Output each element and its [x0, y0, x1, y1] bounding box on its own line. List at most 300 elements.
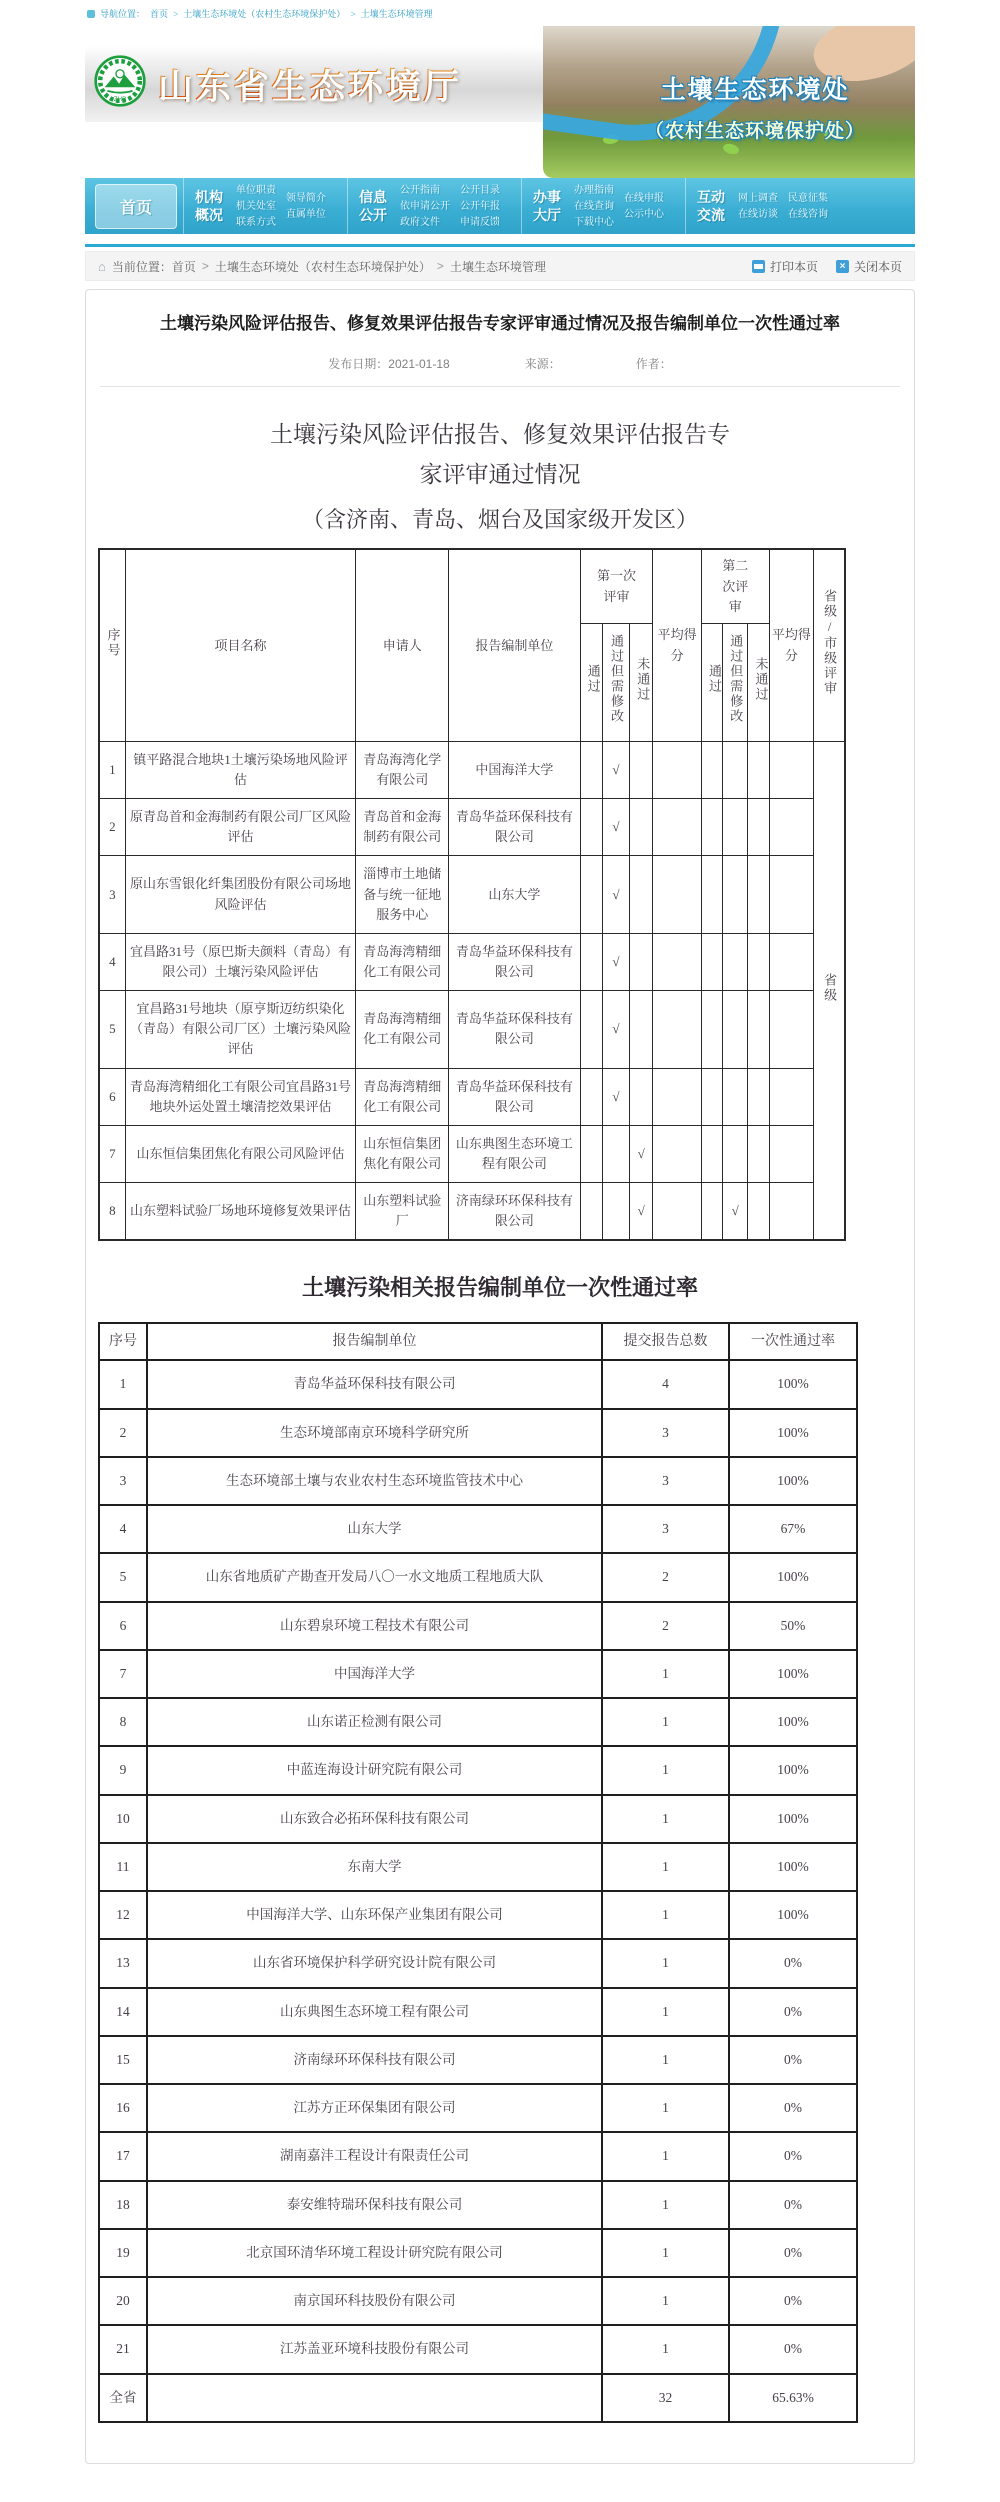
topbar-trail [150, 7, 433, 20]
rate-cell: 21 [99, 2325, 147, 2373]
review-cell: 1 [99, 741, 125, 798]
main-nav [85, 178, 915, 234]
review-cell [580, 933, 602, 990]
nav-group-1 [347, 178, 521, 234]
nav-col [788, 192, 828, 221]
rate-cell: 1 [602, 2325, 729, 2373]
review-table-title-line1: 土壤污染风险评估报告、修复效果评估报告专 [270, 421, 730, 447]
review-cell [748, 991, 769, 1068]
rate-cell: 18 [99, 2181, 147, 2229]
department-subname: （农村生态环境保护处） [644, 121, 865, 142]
review-cell [723, 856, 748, 933]
trail-separator: > [201, 259, 209, 273]
site-logo-icon [93, 54, 147, 113]
rate-footer-cell [147, 2374, 602, 2422]
review-cell [769, 1183, 813, 1241]
review-table-title-line2: 家评审通过情况 [419, 462, 581, 488]
rate-footer-cell: 32 [602, 2374, 729, 2422]
nav-sublink[interactable]: 政府文件 [400, 216, 441, 228]
rate-cell: 1 [602, 2084, 729, 2132]
close-page-label: 关闭本页 [853, 259, 902, 274]
rate-col-header-seq: 序号 [99, 1323, 147, 1360]
review-table-head [99, 549, 845, 741]
review-cell [580, 1125, 602, 1182]
rate-cell: 100% [729, 1553, 857, 1601]
nav-group-title-1[interactable]: 信息公开 [359, 188, 388, 223]
review-cell: 宜昌路31号（原巴斯夫颜料（青岛）有限公司）土壤污染风险评估 [125, 933, 355, 990]
rate-cell: 1 [602, 1746, 729, 1794]
rate-cell: 9 [99, 1746, 147, 1794]
nav-sublink[interactable]: 在线咨询 [788, 208, 829, 220]
rate-cell: 生态环境部南京环境科学研究所 [147, 1409, 602, 1457]
review-cell [769, 741, 813, 798]
nav-group-title-3[interactable]: 互动交流 [697, 188, 726, 223]
accent-rule [85, 244, 915, 247]
review-cell [580, 1183, 602, 1241]
home-icon: ⌂ [98, 258, 106, 274]
review-cell [653, 856, 702, 933]
rate-cell: 山东致合必拓环保科技有限公司 [147, 1795, 602, 1843]
review-cell [580, 799, 602, 856]
review-row [99, 1068, 845, 1125]
rate-cell: 0% [729, 1988, 857, 2036]
rate-row [99, 2229, 857, 2277]
top-trail-link-2[interactable]: 土壤生态环境管理 [360, 9, 433, 19]
review-cell [723, 933, 748, 990]
review-row [99, 856, 845, 933]
review-cell [580, 1068, 602, 1125]
review-cell: 济南绿环环保科技有限公司 [449, 1183, 580, 1241]
top-trail-link-0[interactable]: 首页 [150, 9, 169, 19]
rate-cell: 3 [99, 1457, 147, 1505]
department-name: 土壤生态环境处 [660, 76, 850, 104]
nav-sublink[interactable]: 申请反馈 [460, 216, 501, 228]
review-cell [580, 991, 602, 1068]
rate-cell: 1 [602, 2229, 729, 2277]
review-cell: √ [630, 1183, 653, 1241]
rate-cell: 泰安维特瑞环保科技有限公司 [147, 2181, 602, 2229]
rate-cell: 0% [729, 2181, 857, 2229]
rate-row [99, 1505, 857, 1553]
nav-col [236, 184, 276, 229]
review-cell [653, 1068, 702, 1125]
review-cell [653, 1183, 702, 1241]
rate-cell: 中国海洋大学、山东环保产业集团有限公司 [147, 1891, 602, 1939]
nav-sublink[interactable]: 在线查询 [574, 200, 615, 212]
rate-cell: 1 [602, 1891, 729, 1939]
rate-cell: 山东典图生态环境工程有限公司 [147, 1988, 602, 2036]
rate-cell: 2 [99, 1409, 147, 1457]
review-cell [580, 741, 602, 798]
rate-cell: 13 [99, 1939, 147, 1987]
rate-row [99, 1746, 857, 1794]
nav-sublink[interactable]: 公开目录 [460, 184, 501, 196]
rate-row [99, 1602, 857, 1650]
nav-sublink[interactable]: 公开年报 [460, 200, 501, 212]
review-cell [723, 799, 748, 856]
rate-cell: 北京国环清华环境工程设计研究院有限公司 [147, 2229, 602, 2277]
review-cell: √ [602, 741, 629, 798]
review-cell [701, 856, 722, 933]
review-cell [748, 856, 769, 933]
rate-cell: 0% [729, 2084, 857, 2132]
rate-cell: 0% [729, 2277, 857, 2325]
review-cell: √ [602, 799, 629, 856]
trail-separator: > [436, 259, 444, 273]
nav-sublink[interactable]: 民意征集 [788, 192, 829, 204]
rate-table-title: 土壤污染相关报告编制单位一次性通过率 [301, 1275, 698, 1301]
col-header-project: 项目名称 [125, 549, 355, 741]
rate-cell: 1 [602, 1650, 729, 1698]
rate-col-header-rate: 一次性通过率 [729, 1323, 857, 1360]
rate-cell: 山东诺正检测有限公司 [147, 1698, 602, 1746]
rate-cell: 1 [602, 2036, 729, 2084]
review-cell: 2 [99, 799, 125, 856]
review-cell [748, 1125, 769, 1182]
review-cell [630, 856, 653, 933]
review-row [99, 933, 845, 990]
rate-col-header-total: 提交报告总数 [602, 1323, 729, 1360]
review-cell: 山东恒信集团焦化有限公司 [356, 1125, 449, 1182]
review-cell: 7 [99, 1125, 125, 1182]
col-header-fail-1: 未通过 [630, 623, 653, 741]
nav-sublink[interactable]: 领导简介 [286, 192, 327, 204]
review-table-subtitle: （含济南、青岛、烟台及国家级开发区） [301, 507, 698, 533]
rate-row [99, 2036, 857, 2084]
review-cell [701, 741, 722, 798]
review-cell [630, 991, 653, 1068]
rate-cell: 19 [99, 2229, 147, 2277]
nav-groups [183, 178, 849, 234]
location-marker-icon [87, 10, 95, 18]
breadcrumb-link-2[interactable]: 土壤生态环境管理 [449, 259, 546, 274]
review-cell [630, 799, 653, 856]
review-row [99, 799, 845, 856]
rate-cell: 17 [99, 2132, 147, 2180]
review-table-body [99, 741, 845, 1240]
rate-row [99, 1360, 857, 1408]
nav-sublink[interactable]: 在线访谈 [738, 208, 779, 220]
nav-col [574, 184, 614, 229]
review-cell: 山东恒信集团焦化有限公司风险评估 [125, 1125, 355, 1182]
rate-cell: 0% [729, 2229, 857, 2277]
article-title: 土壤污染风险评估报告、修复效果评估报告专家评审通过情况及报告编制单位一次性通过率 [160, 314, 840, 333]
col-header-preparer: 报告编制单位 [449, 549, 580, 741]
nav-sublink[interactable]: 公开指南 [400, 184, 441, 196]
rate-row [99, 2325, 857, 2373]
review-cell: 原青岛首和金海制药有限公司厂区风险评估 [125, 799, 355, 856]
rate-footer-cell: 全省 [99, 2374, 147, 2422]
banner-left [93, 54, 461, 113]
rate-cell: 1 [602, 1795, 729, 1843]
review-cell: 8 [99, 1183, 125, 1241]
review-cell [769, 856, 813, 933]
rate-cell: 东南大学 [147, 1843, 602, 1891]
rate-cell: 湖南嘉沣工程设计有限责任公司 [147, 2132, 602, 2180]
review-cell [653, 991, 702, 1068]
review-cell [653, 741, 702, 798]
review-row [99, 1125, 845, 1182]
review-cell [748, 1068, 769, 1125]
province-level-cell [814, 741, 845, 1240]
review-cell [701, 991, 722, 1068]
nav-col [738, 192, 778, 221]
rate-cell: 江苏方正环保集团有限公司 [147, 2084, 602, 2132]
review-cell [602, 1183, 629, 1241]
col-header-second-review: 第二次评审 [701, 549, 769, 623]
article-source: 来源： [524, 356, 561, 371]
review-cell [630, 741, 653, 798]
rate-cell: 14 [99, 1988, 147, 2036]
nav-col [400, 184, 450, 229]
nav-group-2 [521, 178, 685, 234]
review-cell: 4 [99, 933, 125, 990]
review-cell: 山东塑料试验厂场地环境修复效果评估 [125, 1183, 355, 1241]
site-name: 山东省生态环境厅 [157, 59, 461, 109]
rate-cell: 1 [602, 1988, 729, 2036]
rate-row [99, 1650, 857, 1698]
rate-cell: 3 [602, 1505, 729, 1553]
nav-sublink[interactable]: 下载中心 [574, 216, 615, 228]
review-cell: √ [723, 1183, 748, 1241]
banner-photo [543, 26, 915, 178]
review-cell: 青岛华益环保科技有限公司 [449, 799, 580, 856]
review-row [99, 741, 845, 798]
trail-separator: > [350, 8, 356, 19]
rate-cell: 16 [99, 2084, 147, 2132]
review-cell [769, 933, 813, 990]
top-trail-link-1[interactable]: 土壤生态环境处（农村生态环境保护处） [183, 9, 346, 19]
breadcrumb-bar [85, 251, 915, 281]
rate-row [99, 1939, 857, 1987]
review-cell: 6 [99, 1068, 125, 1125]
rate-row [99, 1698, 857, 1746]
rate-cell: 1 [602, 2132, 729, 2180]
rate-cell: 100% [729, 1409, 857, 1457]
rate-cell: 0% [729, 1939, 857, 1987]
review-cell: 5 [99, 991, 125, 1068]
review-cell: √ [602, 991, 629, 1068]
rate-cell: 山东省地质矿产勘查开发局八〇一水文地质工程地质大队 [147, 1553, 602, 1601]
review-cell [701, 933, 722, 990]
col-header-province-city-review: 省级/市级评审 [814, 549, 845, 741]
rate-cell: 1 [602, 2181, 729, 2229]
rate-cell: 山东大学 [147, 1505, 602, 1553]
breadcrumb-actions [752, 258, 902, 275]
review-cell [630, 1068, 653, 1125]
rate-cell: 100% [729, 1698, 857, 1746]
rate-col-header-unit: 报告编制单位 [147, 1323, 602, 1360]
nav-home[interactable]: 首页 [95, 184, 177, 229]
nav-sublink[interactable]: 直属单位 [286, 208, 327, 220]
rate-cell: 南京国环科技股份有限公司 [147, 2277, 602, 2325]
breadcrumb-trail [172, 258, 546, 275]
rate-cell: 济南绿环环保科技有限公司 [147, 2036, 602, 2084]
review-cell: 中国海洋大学 [449, 741, 580, 798]
rate-row [99, 1457, 857, 1505]
breadcrumb-link-1[interactable]: 土壤生态环境处（农村生态环境保护处） [214, 259, 431, 274]
review-cell [630, 933, 653, 990]
rate-row [99, 1988, 857, 2036]
rate-row [99, 2084, 857, 2132]
review-cell: 青岛海湾化学有限公司 [356, 741, 449, 798]
review-cell [769, 991, 813, 1068]
rate-footer-row [99, 2374, 857, 2422]
review-cell [748, 799, 769, 856]
rate-cell: 4 [602, 1360, 729, 1408]
review-cell [701, 1183, 722, 1241]
nav-sublink[interactable]: 联系方式 [236, 216, 277, 228]
nav-sublink[interactable]: 网上调查 [738, 192, 779, 204]
review-cell: 青岛海湾精细化工有限公司 [356, 933, 449, 990]
review-cell [748, 1183, 769, 1241]
rate-cell: 100% [729, 1457, 857, 1505]
rate-cell: 4 [99, 1505, 147, 1553]
rate-row [99, 2132, 857, 2180]
print-icon [752, 260, 765, 273]
rate-cell: 中国海洋大学 [147, 1650, 602, 1698]
close-page-button[interactable] [836, 258, 902, 275]
review-cell: 青岛首和金海制药有限公司 [356, 799, 449, 856]
publish-date: 发布日期：2021-01-18 [328, 356, 450, 371]
rate-cell: 11 [99, 1843, 147, 1891]
review-cell: 宜昌路31号地块（原亨斯迈纺织染化（青岛）有限公司厂区）土壤污染风险评估 [125, 991, 355, 1068]
rate-cell: 100% [729, 1843, 857, 1891]
review-cell: 青岛海湾精细化工有限公司 [356, 991, 449, 1068]
rate-cell: 3 [602, 1409, 729, 1457]
review-row [99, 1183, 845, 1241]
nav-sublink[interactable]: 办理指南 [574, 184, 615, 196]
rate-cell: 1 [602, 2277, 729, 2325]
rate-row [99, 1843, 857, 1891]
rate-cell: 江苏盖亚环境科技股份有限公司 [147, 2325, 602, 2373]
page-shell [85, 0, 915, 2464]
rate-cell: 12 [99, 1891, 147, 1939]
sprout-image [722, 141, 741, 157]
review-cell [769, 1125, 813, 1182]
review-cell [723, 1068, 748, 1125]
review-cell: 原山东雪银化纤集团股份有限公司场地风险评估 [125, 856, 355, 933]
review-cell [748, 741, 769, 798]
nav-sublink[interactable]: 公示中心 [624, 208, 665, 220]
review-cell: 青岛海湾精细化工有限公司 [356, 1068, 449, 1125]
rate-table-head [99, 1323, 857, 1360]
review-cell: 镇平路混合地块1土壤污染场地风险评估 [125, 741, 355, 798]
review-cell [653, 1125, 702, 1182]
review-cell [723, 741, 748, 798]
nav-sublink[interactable]: 依申请公开 [400, 200, 451, 212]
print-page-label: 打印本页 [769, 259, 818, 274]
col-header-fail-2: 未通过 [748, 623, 769, 741]
col-header-applicant: 申请人 [356, 549, 449, 741]
rate-cell: 山东省环境保护科学研究设计院有限公司 [147, 1939, 602, 1987]
rate-cell: 1 [99, 1360, 147, 1408]
review-cell [769, 799, 813, 856]
review-cell: √ [630, 1125, 653, 1182]
col-header-avg-score-1: 平均得分 [653, 549, 702, 741]
review-cell [653, 799, 702, 856]
review-cell [701, 1068, 722, 1125]
rate-table-body [99, 1360, 857, 2422]
nav-group-3 [685, 178, 849, 234]
breadcrumb-link-0[interactable]: 首页 [171, 259, 196, 274]
article-divider [100, 386, 900, 387]
rate-cell: 10 [99, 1795, 147, 1843]
rate-cell: 20 [99, 2277, 147, 2325]
rate-cell: 中蓝连海设计研究院有限公司 [147, 1746, 602, 1794]
review-cell [602, 1125, 629, 1182]
top-location-label: 导航位置： [100, 9, 146, 19]
rate-footer-cell: 65.63% [729, 2374, 857, 2422]
nav-col [286, 192, 326, 221]
rate-row [99, 1795, 857, 1843]
rate-cell: 山东碧泉环境工程技术有限公司 [147, 1602, 602, 1650]
nav-group-0 [183, 178, 347, 234]
nav-group-title-2[interactable]: 办事大厅 [533, 188, 562, 223]
expert-review-table [98, 548, 846, 1241]
nav-sublink[interactable]: 单位职责 [236, 184, 277, 196]
review-cell: 山东大学 [449, 856, 580, 933]
review-cell [701, 799, 722, 856]
review-cell [580, 856, 602, 933]
province-level-label: 省级 [822, 972, 838, 1003]
rate-row [99, 2277, 857, 2325]
col-header-seq: 序号 [99, 549, 125, 741]
review-cell: √ [602, 856, 629, 933]
nav-col [624, 192, 664, 221]
rate-cell: 0% [729, 2132, 857, 2180]
rate-cell: 5 [99, 1553, 147, 1601]
review-table-title [98, 415, 902, 496]
review-cell: 淄博市土地储备与统一征地服务中心 [356, 856, 449, 933]
rate-row [99, 1409, 857, 1457]
rate-cell: 1 [602, 1698, 729, 1746]
review-cell [723, 991, 748, 1068]
nav-sublink[interactable]: 机关处室 [236, 200, 277, 212]
site-banner [85, 26, 915, 178]
rate-cell: 6 [99, 1602, 147, 1650]
breadcrumb-label: 当前位置： [111, 259, 172, 274]
rate-cell: 8 [99, 1698, 147, 1746]
top-location-bar [85, 0, 915, 24]
rate-cell: 青岛华益环保科技有限公司 [147, 1360, 602, 1408]
rate-cell: 100% [729, 1650, 857, 1698]
review-cell [723, 1125, 748, 1182]
rate-cell: 67% [729, 1505, 857, 1553]
nav-sublink[interactable]: 在线申报 [624, 192, 665, 204]
nav-col [460, 184, 500, 229]
rate-cell: 2 [602, 1602, 729, 1650]
review-cell: 青岛海湾精细化工有限公司宜昌路31号地块外运处置土壤清挖效果评估 [125, 1068, 355, 1125]
print-page-button[interactable] [752, 258, 818, 275]
rate-row [99, 2181, 857, 2229]
rate-cell: 2 [602, 1553, 729, 1601]
rate-cell: 0% [729, 2036, 857, 2084]
col-header-pass-1: 通过 [580, 623, 602, 741]
review-cell: 3 [99, 856, 125, 933]
article-meta [98, 355, 902, 372]
review-cell [701, 1125, 722, 1182]
review-row [99, 991, 845, 1068]
rate-cell: 50% [729, 1602, 857, 1650]
rate-cell: 100% [729, 1795, 857, 1843]
review-cell: 青岛华益环保科技有限公司 [449, 933, 580, 990]
nav-group-title-0[interactable]: 机构概况 [195, 188, 224, 223]
department-caption [605, 70, 905, 143]
review-cell: 山东塑料试验厂 [356, 1183, 449, 1241]
rate-cell: 100% [729, 1891, 857, 1939]
rate-row [99, 1553, 857, 1601]
